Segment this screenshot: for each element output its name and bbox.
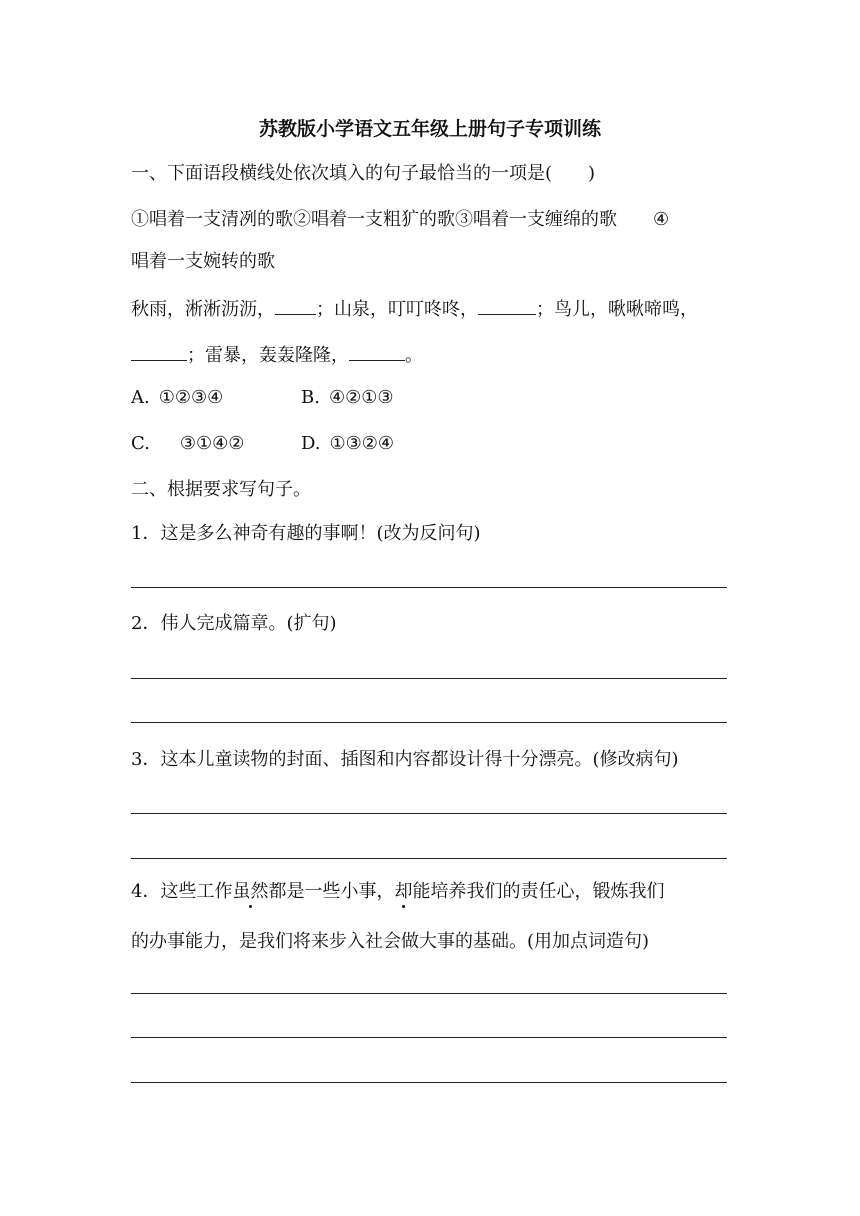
section2-heading: 二、根据要求写句子。 bbox=[131, 479, 311, 500]
passage-line2 bbox=[131, 342, 423, 368]
choice-c-value: ③①④② bbox=[179, 433, 245, 454]
choice-c[interactable] bbox=[131, 432, 244, 456]
choice-c-label: C. bbox=[131, 433, 150, 454]
answer-line-q3-2[interactable] bbox=[131, 858, 727, 859]
question-1: 1．这是多么神奇有趣的事啊！(改为反问句) bbox=[131, 523, 481, 544]
question-4-line2: 的办事能力，是我们将来步入社会做大事的基础。(用加点词造句) bbox=[131, 931, 650, 952]
passage-part1: 秋雨，淅淅沥沥， bbox=[131, 299, 275, 320]
passage-part4: ；雷暴，轰轰隆隆， bbox=[187, 345, 349, 366]
question-4-line1 bbox=[131, 880, 664, 904]
options-line2: 唱着一支婉转的歌 bbox=[131, 251, 275, 272]
choice-a-value: ①②③④ bbox=[158, 387, 224, 408]
emphasis-word-que: 却 bbox=[394, 881, 413, 902]
choice-d[interactable] bbox=[301, 432, 394, 456]
answer-blank-3[interactable] bbox=[131, 342, 187, 361]
passage-part2: ；山泉，叮叮咚咚， bbox=[316, 299, 478, 320]
answer-line-q4-1[interactable] bbox=[131, 993, 727, 994]
passage-line1 bbox=[131, 296, 698, 322]
passage-part3: ；鸟儿，啾啾啼鸣， bbox=[536, 299, 698, 320]
section1-heading: 一、下面语段横线处依次填入的句子最恰当的一项是( ) bbox=[131, 163, 596, 184]
question-4-text-b: 都是一些小事， bbox=[268, 881, 395, 902]
choice-d-value: ①③②④ bbox=[329, 433, 395, 454]
question-2: 2．伟人完成篇章。(扩句) bbox=[131, 613, 337, 634]
page-title: 苏教版小学语文五年级上册句子专项训练 bbox=[258, 118, 601, 140]
choice-d-label: D. bbox=[301, 433, 321, 454]
question-4-text-c: 能培养我们的责任心，锻炼我们 bbox=[412, 881, 665, 902]
answer-blank-4[interactable] bbox=[349, 342, 405, 361]
choice-b[interactable] bbox=[301, 386, 394, 410]
answer-line-q4-3[interactable] bbox=[131, 1082, 727, 1083]
answer-blank-2[interactable] bbox=[478, 296, 536, 315]
choice-b-value: ④②①③ bbox=[328, 387, 394, 408]
choice-a-label: A. bbox=[131, 387, 150, 408]
answer-blank-1[interactable] bbox=[275, 296, 316, 315]
emphasis-word-suiran: 虽然 bbox=[232, 881, 269, 902]
answer-line-q2-1[interactable] bbox=[131, 678, 727, 679]
option-4-marker: ④ bbox=[653, 209, 670, 230]
options-text: ①唱着一支清冽的歌②唱着一支粗犷的歌③唱着一支缠绵的歌 bbox=[131, 209, 617, 230]
answer-line-q2-2[interactable] bbox=[131, 722, 727, 723]
choice-b-label: B. bbox=[301, 387, 320, 408]
answer-line-q3-1[interactable] bbox=[131, 813, 727, 814]
answer-line-q4-2[interactable] bbox=[131, 1037, 727, 1038]
options-line1 bbox=[131, 208, 669, 232]
question-4-text-a: 4．这些工作 bbox=[131, 881, 233, 902]
choice-a[interactable] bbox=[131, 386, 223, 410]
question-3: 3．这本儿童读物的封面、插图和内容都设计得十分漂亮。(修改病句) bbox=[131, 749, 679, 770]
passage-part5: 。 bbox=[405, 345, 423, 366]
answer-line-q1[interactable] bbox=[131, 587, 727, 588]
